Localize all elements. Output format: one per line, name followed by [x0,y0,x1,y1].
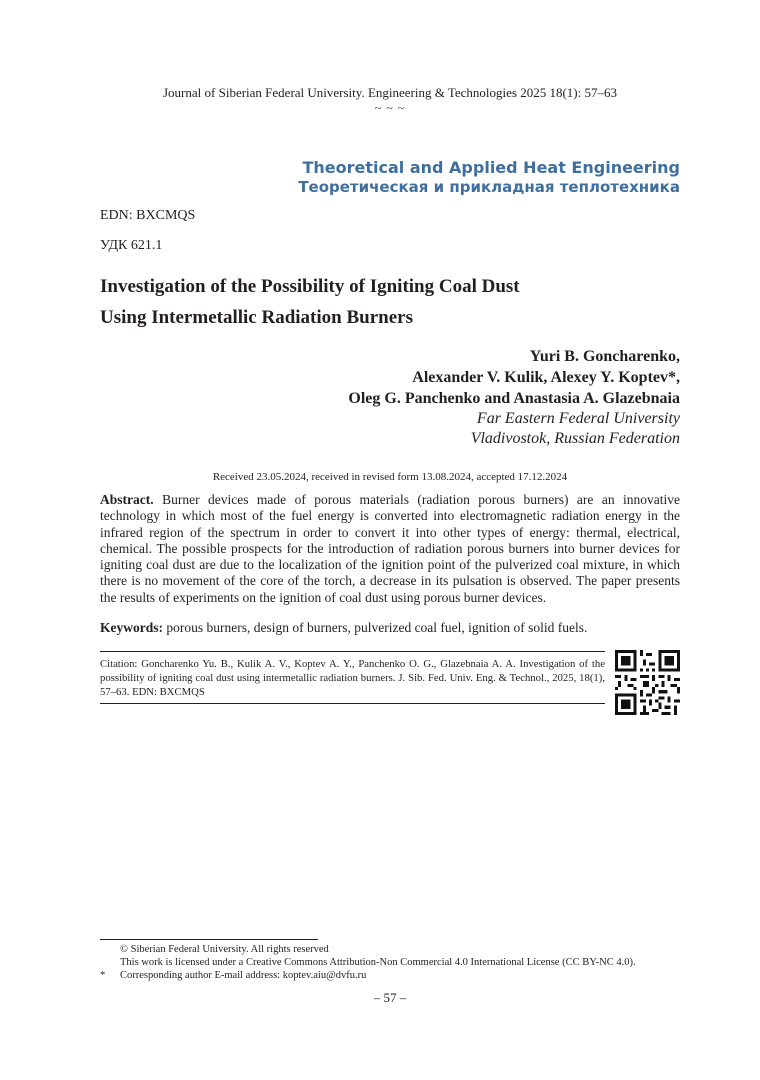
authors-line-1: Yuri B. Goncharenko, [529,348,680,365]
affiliation-line-2: Vladivostok, Russian Federation [470,430,680,447]
section-title-ru: Теоретическая и прикладная теплотехника [298,178,680,196]
keywords-text: porous burners, design of burners, pulverized coal fuel, ignition of solid fuels. [166,620,588,635]
citation-top-rule [100,651,605,652]
footnote-separator [100,939,318,940]
footnote-star: * [100,970,106,981]
edn-code: EDN: BXCMQS [100,208,196,223]
abstract-label: Abstract. [100,492,154,507]
citation-text: Citation: Goncharenko Yu. B., Kulik A. V., Koptev A. Y., Panchenko O. G., Glazebnaia A. A. Investigation of the possibility of igniting coal dust using intermetallic radiation burners. J. Sib. Fed. Univ. Eng. & Technol., 2025, 18(1), 57–63. EDN: BXCMQS [100,658,605,698]
corresponding-author-footnote [100,970,366,981]
affiliation-line-1: Far Eastern Federal University [476,410,680,427]
received-dates: Received 23.05.2024, received in revised form 13.08.2024, accepted 17.12.2024 [212,471,568,483]
header-ornament: ~ ~ ~ [374,101,406,115]
abstract [100,492,680,606]
paper-title-line-1: Investigation of the Possibility of Igniting Coal Dust [100,276,520,297]
page-number: – 57 – [373,990,407,1005]
license-notice: This work is licensed under a Creative Commons Attribution-Non Commercial 4.0 International License (CC BY-NC 4.0). [120,957,636,968]
udk-code: УДК 621.1 [100,238,163,253]
copyright-notice: © Siberian Federal University. All rights reserved [120,944,329,955]
section-title-en: Theoretical and Applied Heat Engineering [302,158,680,177]
authors-line-2: Alexander V. Kulik, Alexey Y. Koptev*, [412,369,680,386]
keywords [100,620,680,636]
keywords-label: Keywords: [100,620,163,635]
authors-line-3: Oleg G. Panchenko and Anastasia A. Glazebnaia [348,390,680,407]
journal-header: Journal of Siberian Federal University. Engineering & Technologies 2025 18(1): 57–63 [163,85,617,100]
paper-title-line-2: Using Intermetallic Radiation Burners [100,307,413,328]
abstract-text: Burner devices made of porous materials (radiation porous burners) are an innovative technology in which most of the fuel energy is converted into electromagnetic radiation energy in the infrared region of the spectrum in order to convert it into other types of energy: thermal, electrical, chemical. The possible prospects for the introduction of radiation porous burners into burner devices for igniting coal dust are due to the localization of the ignition point of the pulverized coal mixture, in which there is no movement of the core of the torch, a decrease in its pulsation is observed. The paper presents the results of experiments on the ignition of coal dust using porous burner devices. [100,492,681,605]
citation-bottom-rule [100,703,605,704]
qr-code-icon [615,650,680,715]
corresponding-author-email: Corresponding author E-mail address: koptev.aiu@dvfu.ru [120,970,367,981]
